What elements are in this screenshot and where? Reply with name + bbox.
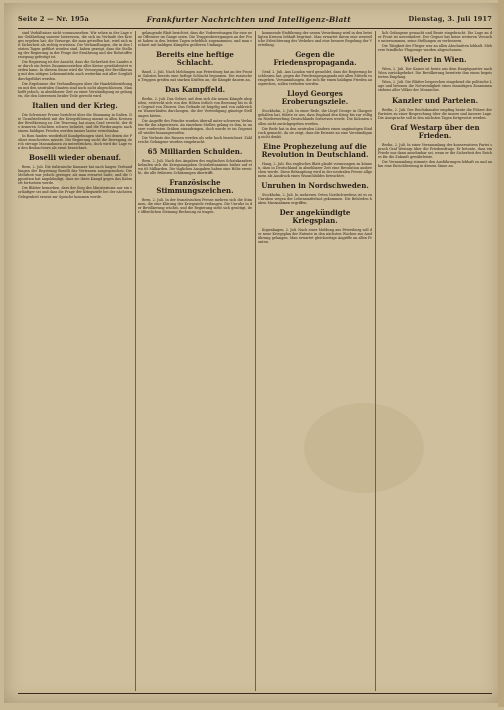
article-paragraph: Die Ergebnisse der Verhandlungen über die Handelsbeziehungen mit den neutralen Staaten sind noch nicht abgeschlossen. Man hofft jedoch, in absehbarer Zeit zu einer Verständigung zu gelangen, die den Interessen beider Teile gerecht wird. [18, 81, 132, 98]
article-headline: Französische Stimmungszeichen. [156, 178, 234, 196]
article-paragraph: Kopenhagen, 2. Juli. Nach einer Meldung aus Petersburg soll der neue Kriegsplan der Entente in den nächsten Wochen zur Ausführung gelangen. Man erwartet gleichzeitige Angriffe an allen Fronten. [258, 228, 372, 245]
article-headline: Wieder in Wien. [403, 55, 467, 65]
article-headline: Italien und der Krieg. [32, 100, 118, 110]
masthead-rule [18, 28, 492, 29]
column-2 [138, 31, 252, 691]
article-headline: Boselli wieder obenauf. [29, 153, 121, 163]
article-paragraph: kommende Einführung der neuen Verordnung wird in den beteiligten Kreisen lebhaft begrüsst. Man erwartet davon eine wesentliche Erleichterung des Verkehrs und eine bessere Regelung der Verteilung. [258, 31, 372, 48]
masthead-title: Frankfurter Nachrichten und Intelligenz-Blatt [146, 14, 351, 24]
article-paragraph: Stockholm, 2. Juli. In mehreren Orten Nordschwedens ist es zu Unruhen wegen der Lebensmittelnot gekommen. Die Behörden haben Massnahmen ergriffen. [258, 192, 372, 205]
masthead-date: Dienstag, 3. Juli 1917 [408, 15, 492, 23]
masthead [18, 12, 492, 26]
article-headline: 65 Milliarden Schulden. [147, 146, 243, 156]
article-paragraph: Genf, 2. Juli. Aus London wird gemeldet, dass die Regierung beschlossen hat, gegen die Friedenspropaganda mit allen Mitteln vorzugehen. Versammlungen, die sich für einen baldigen Frieden aussprechen, sollen verboten werden. [258, 70, 372, 87]
column-1 [18, 31, 132, 691]
article-paragraph: lich Gefangene gemacht und Beute eingebracht. Die Lage an der Front ist unverändert. Der Gegner hat keine weiteren Versuche unternommen, seine Stellungen zu verbessern. [378, 31, 492, 44]
column-divider [375, 31, 376, 691]
article-headline: Der angekündigte Kriegsplan. [279, 208, 351, 226]
article-headline: Eine Prophezeiung auf die Revolution in Deutschland. [261, 141, 369, 159]
article-paragraph: Haag, 2. Juli. Ein englisches Blatt glaubt voraussagen zu können, dass in Deutschland in absehbarer Zeit eine Revolution ausbrechen werde. Diese Behauptung wird in der neutralen Presse allgemein als Ausdruck eines Wunschbildes betrachtet. [258, 161, 372, 178]
article-paragraph: Die Blätter bemerken, dass der Sieg des Ministeriums nur ein vorläufiger sei und dass die Frage der Kriegsziele bei der nächsten Gelegenheit erneut zur Sprache kommen werde. [18, 186, 132, 199]
article-paragraph: Die Schweizer Presse berichtet über die Stimmung in Italien. Die Unzufriedenheit mit der Kriegsführung nimmt in allen Kreisen der Bevölkerung zu. Die Teuerung hat einen Grad erreicht, der die ärmeren Schichten schwer belastet, und die Forderungen nach einem baldigen Frieden werden immer lauter vernehmbar. [18, 112, 132, 133]
article-paragraph: Berlin, 2. Juli. In einer Versammlung der konservativen Partei sprach Graf Westarp über die Friedensfrage. Er betonte, dass ein Friede nur dann annehmbar sei, wenn er die Sicherheit des Reiches für die Zukunft gewährleiste. [378, 142, 492, 159]
footer-rule [18, 693, 492, 694]
article-paragraph: Bern, 2. Juli. In der französischen Presse mehren sich die Stimmen, die eine Klärung der Kriegsziele verlangen. Die Unruhe in der Bevölkerung wächst, und die Regierung sieht sich genötigt, der öffentlichen Meinung Rechnung zu tragen. [138, 198, 252, 215]
article-paragraph: Wien, 2. Juli. Die Blätter besprechen eingehend die politische Lage und betonen die Notwendigkeit eines einmütigen Zusammenstehens aller Völker der Monarchie. [378, 80, 492, 93]
article-headline: Bereits eine heftige Schlacht. [156, 50, 234, 68]
article-paragraph: Wien, 2. Juli. Der Kaiser ist heute aus dem Hauptquartier nach Wien zurückgekehrt. Die Bevölkerung bereitete ihm einen begeisterten Empfang. [378, 67, 492, 80]
column-divider [255, 31, 256, 691]
article-paragraph: sind Verhältnisse nicht vorauszusehen. Wir sehen in der Lage eine Gefährdung unserer Interessen, die sich im Verlaufe des Krieges ergeben hat; die Vorsorge, die man getroffen hat, wird sich mit Sicherheit als richtig erweisen. Die Verhandlungen, die in den letzten Tagen geführt worden sind, haben gezeigt, dass die Stellung der Regierung in der Frage der Ernährung und der Rohstoffversorgung gefestigt ist. [18, 31, 132, 60]
article-headline: Graf Westarp über den Frieden. [390, 122, 480, 140]
article-headline: Das Kampffeld. [164, 85, 226, 95]
article-paragraph: Die Verluste der Russen werden als sehr hoch bezeichnet. Zahlreiche Gefangene wurden eingebracht. [138, 135, 252, 144]
article-headline: Gegen die Friedenspropaganda. [273, 50, 357, 68]
masthead-page-number: Seite 2 — Nr. 195a [18, 15, 89, 23]
column-divider [135, 31, 136, 691]
article-paragraph: Die Angriffe des Feindes wurden überall unter schweren Verlusten für ihn abgewiesen. An einzelnen Stellen gelang es ihm, in unsere vordersten Gräben einzudringen, doch wurde er im Gegenstoß wieder hinausgeworfen. [138, 118, 252, 135]
column-3 [258, 31, 372, 691]
article-headline: Lloyd Georges Eroberungsziele. [281, 89, 349, 107]
newspaper-page [4, 3, 500, 703]
article-headline: Unruhen in Nordschweden. [261, 180, 369, 190]
article-paragraph: Berlin, 2. Juli. Das Gebiet, auf dem sich die neuen Kämpfe abspielen, erstreckt sich von den Höhen östlich von Brzezany bis in die Gegend von Zborow. Das Gelände ist hügelig und von zahlreichen Wasserläufen durchzogen, die der Verteidigung günstige Stellungen bieten. [138, 97, 252, 118]
article-paragraph: Die Regierung ist der Ansicht, dass die Sicherheit des Landes nur durch ein festes Zusammenstehen aller Kreise gewährleistet werden kann. In diesem Sinne wird die Versorgung der Bevölkerung mit den nötigen Lebensmitteln auch weiterhin mit aller Sorgfalt durchgeführt werden. [18, 60, 132, 81]
article-paragraph: Bern, 2. Juli. Nach den Angaben des englischen Schatzkanzlers belaufen sich die Kriegsausgaben Grossbritanniens bisher auf etwa 65 Milliarden. Die täglichen Ausgaben haben eine Höhe erreicht, die alle früheren Schätzungen übertrifft. [138, 158, 252, 175]
column-4 [378, 31, 492, 691]
paper-edge [498, 0, 504, 707]
article-paragraph: Basel, 2. Juli. Nach Meldungen aus Petersburg hat an der Front in Galizien bereits eine heftige Schlacht begonnen. Die russischen Truppen greifen mit starken Kräften an; die Kämpfe dauern an. [138, 70, 252, 83]
article-paragraph: Die Versammlung stimmte den Ausführungen lebhaft zu und nahm eine Entschliessung in diesem Sinne an. [378, 159, 492, 168]
article-paragraph: In Rom fanden wiederholt Kundgebungen statt, bei denen die Polizei einschreiten musste. Die Regierung sucht die Bewegung durch strenge Massnahmen zu unterdrücken, doch wird die Lage von den Beobachtern als ernst bezeichnet. [18, 133, 132, 151]
article-paragraph: Die Rede hat in den neutralen Ländern einen ungünstigen Eindruck gemacht, da sie zeigt, dass die Entente an eine Verständigung nicht denkt. [258, 126, 372, 139]
article-paragraph: Bern, 2. Juli. Die italienische Kammer hat nach langen Verhandlungen der Regierung Boselli das Vertrauen ausgesprochen. Die Mehrheit war jedoch geringer, als man erwartet hatte, und die Opposition hat angekündigt, dass sie ihren Kampf gegen das Kabinett fortsetzen werde. [18, 165, 132, 186]
article-paragraph: Stockholm, 2. Juli. In einer Rede, die Lloyd George in Glasgow gehalten hat, führte er aus, dass England den Krieg bis zur völligen Niederwerfung Deutschlands fortsetzen werde. Die Kolonien sollen nicht zurückgegeben werden. [258, 109, 372, 126]
article-paragraph: Die Tätigkeit der Flieger war an allen Abschnitten lebhaft. Mehrere feindliche Flugzeuge wurden abgeschossen. [378, 44, 492, 53]
article-paragraph: gelangende Blatt berichtet, dass die Vorbereitungen für eine neue Offensive im Gange seien. Die Truppenbewegungen an der Front haben in den letzten Tagen erheblich zugenommen, und man rechnet mit baldigen Kämpfen größeren Umfangs. [138, 31, 252, 48]
article-paragraph: Berlin, 2. Juli. Der Reichskanzler empfing heute die Führer der Parteien zu einer Besprechung über die innere und äussere Lage. Die Aussprache soll in den nächsten Tagen fortgesetzt werden. [378, 107, 492, 120]
article-headline: Kanzler und Parteien. [391, 95, 479, 105]
